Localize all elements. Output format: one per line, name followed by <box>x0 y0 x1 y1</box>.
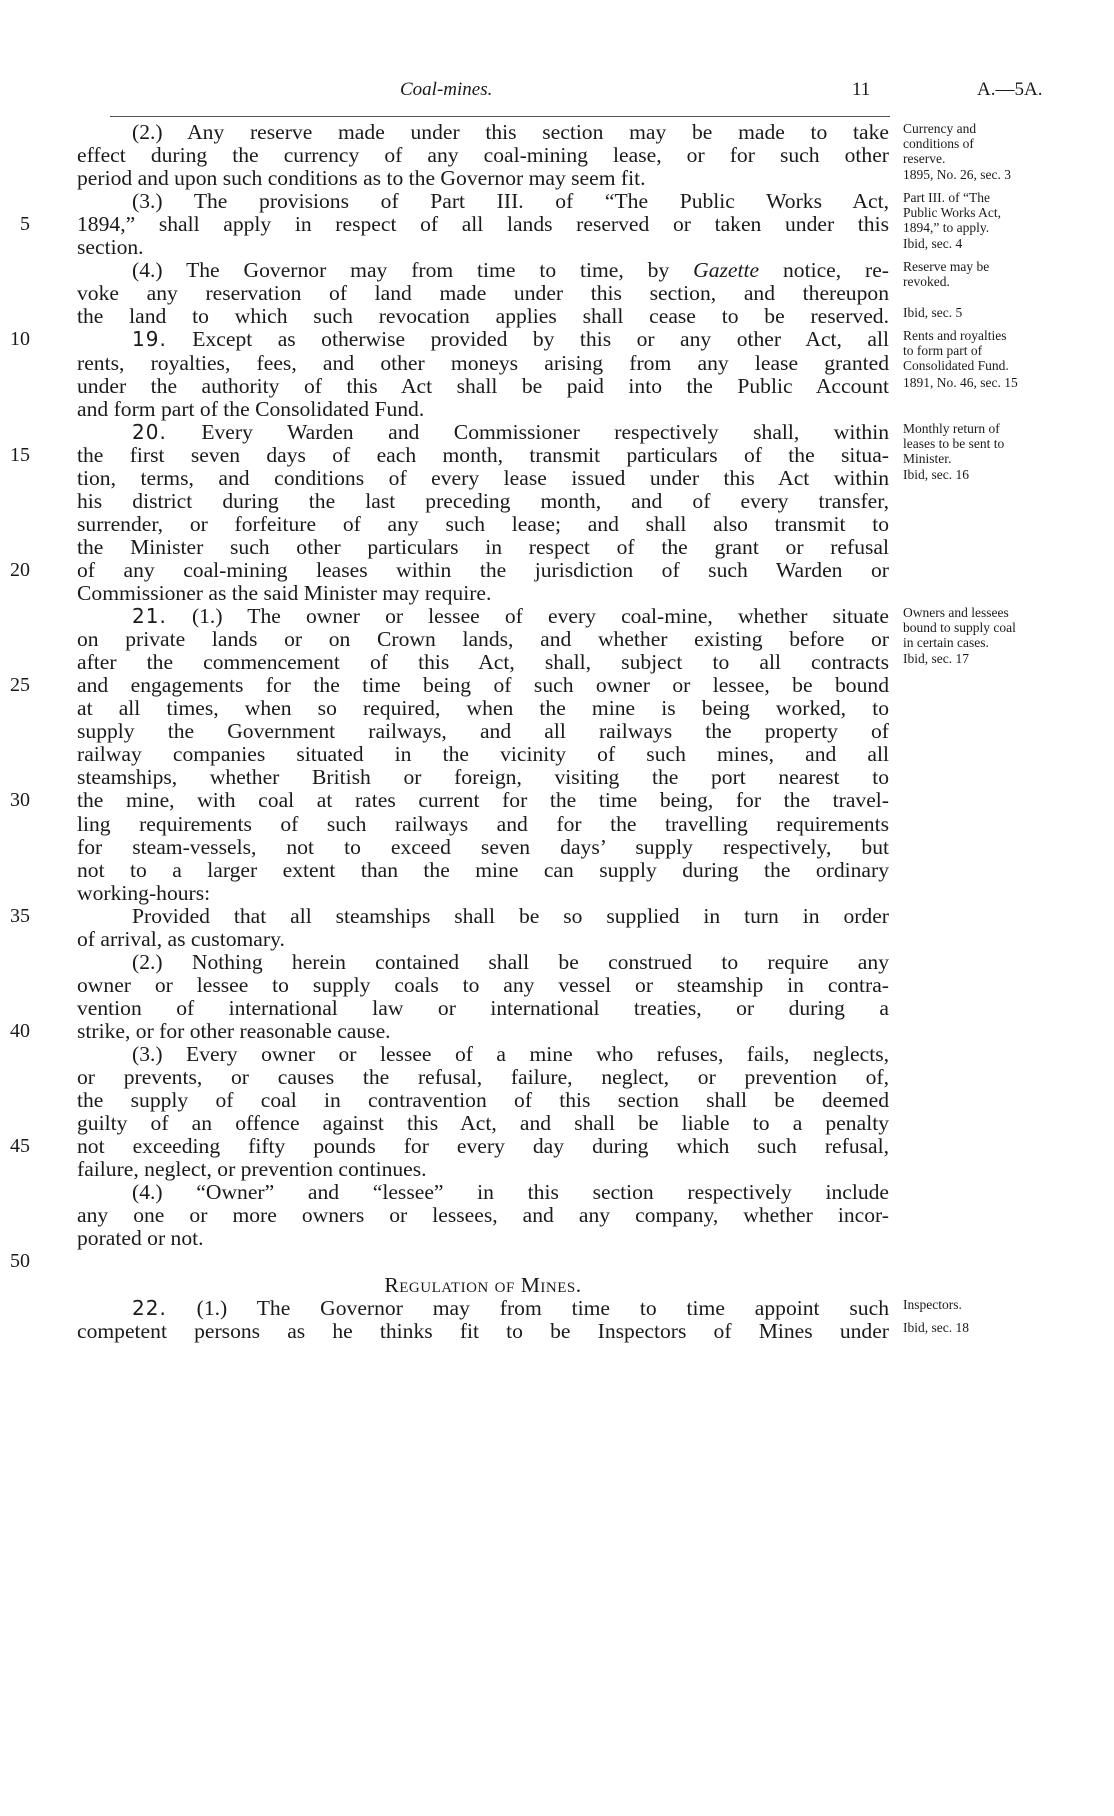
line-text: (3.) Every owner or lessee of a mine who refuses, fails, neglects, <box>132 1042 889 1066</box>
line-text: (1.) The Governor may from time to time appoint such <box>166 1295 889 1320</box>
marginal-note-line: Reserve may be <box>903 259 990 275</box>
page-number: 11 <box>852 79 871 100</box>
line-text: Every Warden and Commissioner respectively shall, within <box>166 419 889 444</box>
line-text: for steam-vessels, not to exceed seven days’ supply respectively, but <box>77 834 889 859</box>
line-text: (4.) The Governor may from time to time, by <box>132 258 694 283</box>
line-number: 15 <box>10 443 30 466</box>
marginal-note-line: Inspectors. <box>903 1296 962 1312</box>
line-text: section. <box>77 235 144 260</box>
line-text: the supply of coal in contravention of this section shall be deemed <box>77 1088 889 1113</box>
marginal-note <box>903 236 1093 251</box>
marginal-note-line: Monthly return of <box>903 420 1000 436</box>
line-text: and form part of the Consolidated Fund. <box>77 396 425 421</box>
line-number: 10 <box>10 328 30 351</box>
marginal-note-line: in certain cases. <box>903 635 989 651</box>
marginal-note-line: Currency and <box>903 121 977 136</box>
marginal-note <box>903 1297 1093 1312</box>
line-text: (2.) Any reserve made under this section may be made to take <box>132 120 889 144</box>
line-number: 5 <box>20 213 30 236</box>
line-text: any one or more owners or lessees, and any company, whether incor- <box>77 1203 889 1228</box>
marginal-note <box>903 305 1093 320</box>
marginal-note-line: Rents and royalties <box>903 328 1007 344</box>
marginal-note-line: Ibid, sec. 17 <box>903 651 969 667</box>
line-number: 20 <box>10 558 30 581</box>
marginal-note-line: Ibid, sec. 5 <box>903 305 963 321</box>
marginal-note <box>903 259 1093 289</box>
line-text: after the commencement of this Act, shall, subject to all contracts <box>77 650 889 675</box>
marginal-note-line: Minister. <box>903 450 952 466</box>
marginal-note <box>903 605 1093 650</box>
line-text: and engagements for the time being of such owner or lessee, be bound <box>77 673 889 698</box>
line-text: (2.) Nothing herein contained shall be construed to require any <box>132 949 889 974</box>
line-text: the first seven days of each month, transmit particulars of the situa- <box>77 442 889 467</box>
line-number: 50 <box>10 1250 30 1273</box>
line-text: rents, royalties, fees, and other moneys arising from any lease granted <box>77 350 889 375</box>
line-text: Provided that all steamships shall be so supplied in turn in order <box>132 903 889 928</box>
line-text: owner or lessee to supply coals to any vessel or steamship in contra- <box>77 972 889 997</box>
marginal-note-line: Owners and lessees <box>903 605 1009 621</box>
line-text-tail: notice, re- <box>759 258 889 283</box>
line-text: surrender, or forfeiture of any such lease; and shall also transmit to <box>77 511 889 536</box>
line-text: vention of international law or international treaties, or during a <box>77 995 889 1020</box>
line-text: the mine, with coal at rates current for the time being, for the travel- <box>77 788 889 813</box>
line-text: tion, terms, and conditions of every lease issued under this Act within <box>77 465 889 490</box>
line-number: 40 <box>10 1019 30 1042</box>
marginal-note <box>903 190 1093 235</box>
marginal-note <box>903 1320 1093 1335</box>
line-text: the Minister such other particulars in respect of the grant or refusal <box>77 534 889 559</box>
body-line <box>77 1318 889 1345</box>
line-text: under the authority of this Act shall be paid into the Public Account <box>77 373 889 398</box>
line-text: his district during the last preceding month, and of every transfer, <box>77 488 889 513</box>
header-rule <box>110 116 890 117</box>
marginal-note-line: 1894,” to apply. <box>903 220 990 236</box>
line-number: 25 <box>10 674 30 697</box>
heading-text: Regulation of Mines. <box>384 1272 582 1297</box>
marginal-note-line: Ibid, sec. 18 <box>903 1319 969 1335</box>
italic-term: Gazette <box>693 258 760 283</box>
marginal-note-line: 1895, No. 26, sec. 3 <box>903 167 1011 183</box>
line-text: failure, neglect, or prevention continues. <box>77 1157 427 1182</box>
marginal-note-line: bound to supply coal <box>903 620 1016 636</box>
line-number: 45 <box>10 1135 30 1158</box>
marginal-note-line: Ibid, sec. 16 <box>903 466 969 482</box>
line-text: effect during the currency of any coal-mining lease, or for such other <box>77 143 889 168</box>
marginal-note-line: Ibid, sec. 4 <box>903 236 963 252</box>
line-text: competent persons as he thinks fit to be Inspectors of Mines under <box>77 1318 889 1343</box>
marginal-note <box>903 328 1093 373</box>
line-text: of arrival, as customary. <box>77 926 285 951</box>
marginal-note-line: leases to be sent to <box>903 435 1005 451</box>
paper-reference: A.—5A. <box>977 79 1043 100</box>
line-text: 1894,” shall apply in respect of all lands reserved or taken under this <box>77 212 889 237</box>
line-number: 30 <box>10 789 30 812</box>
marginal-note <box>903 651 1093 666</box>
line-text: not exceeding fifty pounds for every day during which such refusal, <box>77 1134 889 1159</box>
line-text: railway companies situated in the vicinity of such mines, and all <box>77 742 889 767</box>
marginal-note <box>903 375 1093 390</box>
marginal-note <box>903 121 1093 166</box>
line-text: (3.) The provisions of Part III. of “The Public Works Act, <box>132 189 889 214</box>
line-text: period and upon such conditions as to the Governor may seem fit. <box>77 166 646 191</box>
section-number: 20. <box>132 419 167 444</box>
line-text: ling requirements of such railways and for the travelling requirements <box>77 811 889 836</box>
section-number: 19. <box>132 327 167 352</box>
line-text: steamships, whether British or foreign, visiting the port nearest to <box>77 765 889 790</box>
line-number: 35 <box>10 904 30 927</box>
line-text: (1.) The owner or lessee of every coal-mine, whether situate <box>166 604 889 629</box>
section-number: 21. <box>132 604 167 629</box>
marginal-note-line: to form part of <box>903 343 983 359</box>
line-text: working-hours: <box>77 880 211 905</box>
line-text: supply the Government railways, and all railways the property of <box>77 719 889 744</box>
line-text: guilty of an offence against this Act, and shall be liable to a penalty <box>77 1111 889 1136</box>
marginal-note <box>903 467 1093 482</box>
marginal-note-line: 1891, No. 46, sec. 15 <box>903 374 1018 390</box>
line-text: or prevents, or causes the refusal, failure, neglect, or prevention of, <box>77 1065 889 1090</box>
marginal-note-line: revoked. <box>903 274 950 290</box>
marginal-note-line: reserve. <box>903 151 946 166</box>
marginal-note <box>903 167 1093 182</box>
line-text: at all times, when so required, when the mine is being worked, to <box>77 696 889 721</box>
section-number: 22. <box>132 1295 167 1320</box>
line-text: porated or not. <box>77 1226 204 1251</box>
line-text: on private lands or on Crown lands, and whether existing before or <box>77 627 889 652</box>
marginal-note-line: Public Works Act, <box>903 205 1002 221</box>
line-text: not to a larger extent than the mine can supply during the ordinary <box>77 857 889 882</box>
line-text: Commissioner as the said Minister may require. <box>77 581 492 605</box>
line-text: the land to which such revocation applies shall cease to be reserved. <box>77 304 889 329</box>
marginal-note-line: Part III. of “The <box>903 190 990 206</box>
line-text: voke any reservation of land made under this section, and thereupon <box>77 281 889 306</box>
marginal-note <box>903 421 1093 466</box>
marginal-note-line: Consolidated Fund. <box>903 358 1009 374</box>
line-text: of any coal-mining leases within the jurisdiction of such Warden or <box>77 557 889 582</box>
line-text: (4.) “Owner” and “lessee” in this section respectively include <box>132 1180 889 1205</box>
running-title: Coal-mines. <box>400 79 493 100</box>
line-text: Except as otherwise provided by this or any other Act, all <box>166 327 889 352</box>
line-text: strike, or for other reasonable cause. <box>77 1018 391 1043</box>
marginal-note-line: conditions of <box>903 136 974 151</box>
